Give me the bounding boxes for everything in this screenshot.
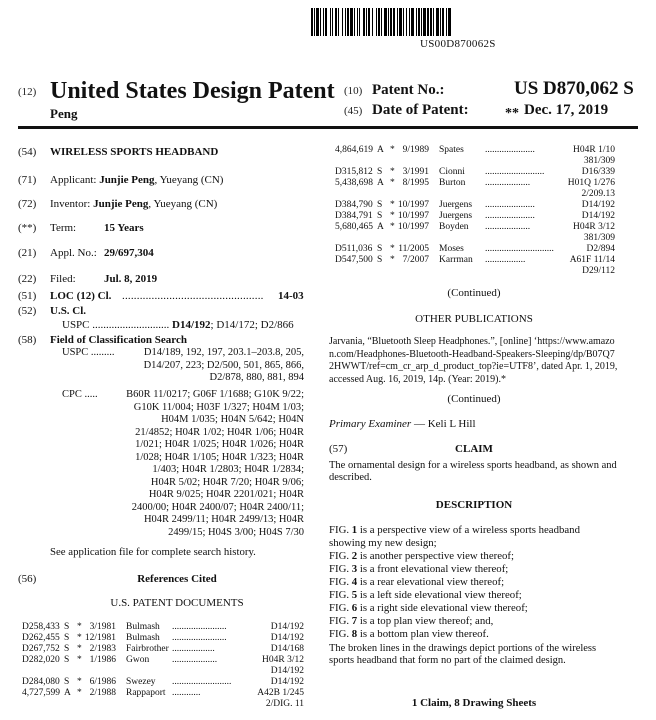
reference-star: * bbox=[390, 200, 395, 210]
reference-date: 10/1997 bbox=[397, 211, 429, 221]
reference-star: * bbox=[77, 633, 82, 643]
design-title: WIRELESS SPORTS HEADBAND bbox=[50, 146, 219, 158]
reference-date: 3/1991 bbox=[402, 167, 429, 177]
figure-description: FIG. 8 is a bottom plan view thereof. bbox=[329, 628, 489, 640]
reference-class: D14/192 bbox=[581, 200, 615, 210]
applicant-line bbox=[50, 174, 223, 186]
reference-dots: ................... bbox=[485, 222, 531, 232]
search-cpc-line: H04R 9/025; H04R 2201/021; H04R bbox=[148, 489, 304, 500]
reference-class: D16/339 bbox=[581, 167, 615, 177]
reference-star: * bbox=[390, 167, 395, 177]
us-patent-documents-heading: U.S. PATENT DOCUMENTS bbox=[110, 597, 244, 609]
code-10: (10) bbox=[344, 85, 363, 97]
header-rule bbox=[18, 126, 638, 129]
search-uspc-list bbox=[50, 347, 304, 385]
reference-kind: S bbox=[64, 677, 70, 687]
reference-star: * bbox=[77, 677, 82, 687]
reference-number: 5,438,698 bbox=[335, 178, 373, 188]
term-value: 15 Years bbox=[104, 222, 144, 234]
reference-continuation bbox=[22, 699, 304, 711]
search-cpc-line: 2499/15; H04S 3/00; H04S 7/30 bbox=[168, 526, 304, 538]
search-uspc-line: D2/878, 880, 881, 894 bbox=[209, 372, 304, 383]
code-57: (57) bbox=[329, 443, 348, 455]
reference-dots: ....................... bbox=[172, 622, 227, 632]
code-52: (52) bbox=[18, 305, 37, 317]
reference-number: D284,080 bbox=[22, 677, 60, 687]
primary-examiner-label: Primary Examiner bbox=[329, 418, 412, 430]
reference-class: D14/192 bbox=[270, 622, 304, 632]
figure-description: FIG. 6 is a right side elevational view thereof; bbox=[329, 602, 528, 614]
reference-dots: ....................... bbox=[172, 633, 227, 643]
reference-name: Spates bbox=[439, 145, 464, 155]
reference-name: Juergens bbox=[439, 200, 473, 210]
reference-number: D511,036 bbox=[335, 244, 373, 254]
reference-dots: .................. bbox=[172, 644, 215, 654]
code-58: (58) bbox=[18, 334, 37, 346]
reference-kind: S bbox=[64, 633, 70, 643]
figure-description: FIG. 7 is a top plan view thereof; and, bbox=[329, 615, 494, 627]
reference-star: * bbox=[390, 211, 395, 221]
search-cpc-line: 1/028; H04R 1/105; H04R 1/323; H04R bbox=[135, 451, 304, 463]
search-uspc-line: D14/189, 192, 197, 203.1–203.8, 205, bbox=[143, 347, 304, 358]
reference-name: Fairbrother bbox=[126, 644, 169, 654]
reference-class: A61F 11/14 bbox=[569, 255, 615, 265]
reference-date: 9/1989 bbox=[402, 145, 429, 155]
code-51: (51) bbox=[18, 290, 37, 302]
reference-dots: ................... bbox=[485, 178, 531, 188]
primary-examiner-line bbox=[329, 418, 476, 430]
claim-heading: CLAIM bbox=[455, 443, 493, 455]
reference-date: 10/1997 bbox=[397, 222, 429, 232]
reference-star: * bbox=[77, 644, 82, 654]
reference-dots: ..................... bbox=[485, 211, 535, 221]
reference-continuation bbox=[335, 266, 615, 278]
reference-number: D384,790 bbox=[335, 200, 373, 210]
reference-number: D384,791 bbox=[335, 211, 373, 221]
reference-dots: ......................... bbox=[172, 677, 232, 687]
appl-no-label: Appl. No.: bbox=[50, 247, 97, 259]
code-21: (21) bbox=[18, 247, 37, 259]
inventor-name: Junjie Peng bbox=[93, 198, 149, 210]
reference-name: Boyden bbox=[439, 222, 469, 232]
applicant-label: Applicant: bbox=[50, 174, 97, 186]
references-left-list bbox=[22, 622, 304, 712]
uspc-label: USPC bbox=[62, 319, 90, 331]
code-22: (22) bbox=[18, 273, 37, 285]
figure-description: FIG. 1 is a perspective view of a wireless sports headband bbox=[329, 524, 580, 536]
reference-number: D547,500 bbox=[335, 255, 373, 265]
reference-date: 10/1997 bbox=[397, 200, 429, 210]
reference-class: D14/192 bbox=[581, 211, 615, 221]
reference-star: * bbox=[390, 255, 395, 265]
date-of-patent-label: Date of Patent: bbox=[372, 102, 469, 118]
reference-dots: ......................... bbox=[485, 167, 545, 177]
filed-value: Jul. 8, 2019 bbox=[104, 273, 158, 285]
search-cpc-line: 21/4852; H04R 1/02; H04R 1/06; H04R bbox=[135, 426, 304, 438]
figure-description: FIG. 3 is a front elevational view thereof; bbox=[329, 563, 509, 575]
search-cpc-line: H04R 2499/11; H04R 2499/13; H04R bbox=[143, 514, 304, 525]
inventor-location: , Yueyang (CN) bbox=[148, 198, 218, 210]
reference-number: D315,812 bbox=[335, 167, 373, 177]
reference-class: D14/168 bbox=[270, 644, 304, 654]
primary-examiner-name: Keli L Hill bbox=[427, 418, 476, 430]
reference-class: H04R 3/12 bbox=[262, 655, 304, 665]
reference-dots: ..................... bbox=[485, 145, 535, 155]
reference-kind: S bbox=[377, 244, 383, 254]
reference-class-continuation: 381/309 bbox=[583, 233, 615, 243]
reference-date: 11/2005 bbox=[398, 244, 429, 254]
reference-name: Karrman bbox=[439, 255, 473, 265]
reference-name: Cionni bbox=[439, 167, 465, 177]
reference-star: * bbox=[390, 244, 395, 254]
reference-date: 2/1983 bbox=[89, 644, 116, 654]
reference-name: Rappaport bbox=[126, 688, 166, 698]
reference-number: 5,680,465 bbox=[335, 222, 373, 232]
search-cpc-prefix: CPC ..... bbox=[62, 389, 98, 400]
patent-title: United States Design Patent bbox=[50, 78, 335, 104]
reference-date: 7/2007 bbox=[402, 255, 429, 265]
loc-class-label: LOC (12) Cl. bbox=[50, 290, 112, 302]
reference-number: 4,727,599 bbox=[22, 688, 60, 698]
reference-number: 4,864,619 bbox=[335, 145, 373, 155]
date-of-patent-value: Dec. 17, 2019 bbox=[524, 102, 609, 118]
figure-description: FIG. 2 is another perspective view thereof; bbox=[329, 550, 514, 562]
search-uspc-prefix: USPC ......... bbox=[62, 347, 115, 358]
code-45: (45) bbox=[344, 105, 363, 117]
references-right-list bbox=[335, 145, 615, 275]
search-field-label: Field of Classification Search bbox=[50, 334, 187, 346]
reference-class: H04R 3/12 bbox=[573, 222, 615, 232]
inventor-label: Inventor: bbox=[50, 198, 91, 210]
reference-date: 2/1988 bbox=[89, 688, 116, 698]
uspc-other-classes: ; D14/172; D2/866 bbox=[210, 319, 294, 331]
reference-kind: S bbox=[64, 655, 70, 665]
us-class-label: U.S. Cl. bbox=[50, 305, 87, 317]
reference-class-continuation: 2/209.13 bbox=[581, 189, 615, 199]
reference-date: 8/1995 bbox=[402, 178, 429, 188]
reference-date: 3/1981 bbox=[89, 622, 116, 632]
claim-text: The ornamental design for a wireless sports headband, as shown and described. bbox=[329, 460, 617, 484]
figure-description: showing my new design; bbox=[329, 537, 437, 549]
reference-star: * bbox=[77, 655, 82, 665]
applicant-name: Junjie Peng bbox=[99, 174, 155, 186]
reference-number: D262,455 bbox=[22, 633, 60, 643]
reference-star: * bbox=[390, 145, 395, 155]
other-publications-text: Jarvania, “Bluetooth Sleep Headphones.”, [online] ‘https://www.amazon.com/Headphones-Bluetooth-Headband-Speakers-Sleeping/dp/B07Q72HWWT/ref=cm_cr_arp_d_product_top?ie=UTF8’, dated Apr. 1, 2019, accessed Aug. 16, 2019, 14p. (Year: 2019).* bbox=[329, 336, 618, 385]
reference-name: Burton bbox=[439, 178, 466, 188]
reference-class: H04R 1/10 bbox=[573, 145, 615, 155]
reference-name: Swezey bbox=[126, 677, 156, 687]
other-publications-heading: OTHER PUBLICATIONS bbox=[415, 313, 533, 325]
reference-class-continuation: D29/112 bbox=[582, 266, 615, 276]
reference-kind: A bbox=[377, 145, 384, 155]
loc-class-value: 14-03 bbox=[278, 290, 304, 302]
reference-class: D2/894 bbox=[586, 244, 615, 254]
reference-kind: S bbox=[377, 211, 383, 221]
search-cpc-line: G10K 11/004; H03F 1/327; H04M 1/03; bbox=[133, 401, 304, 413]
barcode bbox=[311, 8, 533, 36]
barcode-number: US00D870062S bbox=[420, 38, 496, 50]
search-cpc-line: 2400/00; H04R 2400/07; H04R 2400/11; bbox=[131, 501, 304, 513]
search-cpc-line: 1/021; H04R 1/025; H04R 1/026; H04R bbox=[135, 439, 304, 450]
uspc-line bbox=[62, 319, 294, 331]
reference-dots: ................. bbox=[485, 255, 526, 265]
date-stars: ** bbox=[505, 106, 519, 121]
code-71: (71) bbox=[18, 174, 37, 186]
reference-class-continuation: D14/192 bbox=[270, 666, 304, 676]
search-cpc-line: 1/403; H04R 1/2803; H04R 1/2834; bbox=[152, 464, 304, 475]
patent-number-label: Patent No.: bbox=[372, 82, 445, 98]
figure-description: FIG. 5 is a left side elevational view thereof; bbox=[329, 589, 522, 601]
search-cpc-line: H04R 5/02; H04R 7/20; H04R 9/06; bbox=[150, 476, 304, 488]
figure-description: FIG. 4 is a rear elevational view thereof; bbox=[329, 576, 505, 588]
reference-kind: A bbox=[377, 222, 384, 232]
reference-dots: ............ bbox=[172, 688, 201, 698]
uspc-main-class: D14/192 bbox=[172, 319, 211, 331]
reference-kind: S bbox=[377, 200, 383, 210]
reference-name: Gwon bbox=[126, 655, 150, 665]
reference-star: * bbox=[77, 622, 82, 632]
reference-class: H01Q 1/276 bbox=[567, 178, 615, 188]
reference-number: D258,433 bbox=[22, 622, 60, 632]
code-72: (72) bbox=[18, 198, 37, 210]
reference-number: D282,020 bbox=[22, 655, 60, 665]
reference-class-continuation: 381/309 bbox=[583, 156, 615, 166]
reference-name: Moses bbox=[439, 244, 464, 254]
reference-date: 6/1986 bbox=[89, 677, 116, 687]
reference-name: Juergens bbox=[439, 211, 473, 221]
reference-kind: A bbox=[377, 178, 384, 188]
description-heading: DESCRIPTION bbox=[435, 499, 513, 511]
reference-number: D267,752 bbox=[22, 644, 60, 654]
reference-name: Bulmash bbox=[126, 633, 160, 643]
reference-dots: ................... bbox=[172, 655, 218, 665]
broken-lines-text: The broken lines in the drawings depict portions of the wireless sports headband that form no part of the claimed design. bbox=[329, 643, 597, 667]
search-uspc-line: D14/207, 223; D2/500, 501, 865, 866, bbox=[143, 359, 304, 371]
reference-kind: S bbox=[64, 644, 70, 654]
reference-class-continuation: 2/DIG. 11 bbox=[265, 699, 304, 709]
loc-class-dots: ................................................ bbox=[122, 290, 264, 302]
inventor-line bbox=[50, 198, 217, 210]
examiner-separator: — bbox=[411, 418, 428, 430]
code-term: (**) bbox=[18, 222, 37, 234]
reference-kind: S bbox=[377, 167, 383, 177]
code-54: (54) bbox=[18, 146, 37, 158]
reference-date: 1/1986 bbox=[89, 655, 116, 665]
code-12: (12) bbox=[18, 86, 37, 98]
term-label: Term: bbox=[50, 222, 77, 234]
reference-class: D14/192 bbox=[270, 677, 304, 687]
search-cpc-line: B60R 11/0217; G06F 1/1688; G10K 9/22; bbox=[126, 389, 304, 400]
search-cpc-list bbox=[50, 389, 304, 539]
claims-sheets-summary: 1 Claim, 8 Drawing Sheets bbox=[411, 697, 537, 709]
reference-class: A42B 1/245 bbox=[257, 688, 304, 698]
references-heading: References Cited bbox=[137, 573, 217, 585]
publications-continued: (Continued) bbox=[447, 393, 501, 405]
reference-star: * bbox=[390, 178, 395, 188]
appl-no-value: 29/697,304 bbox=[104, 247, 154, 259]
reference-star: * bbox=[390, 222, 395, 232]
uspc-dots: ............................ bbox=[92, 319, 170, 331]
reference-kind: S bbox=[377, 255, 383, 265]
applicant-location: , Yueyang (CN) bbox=[154, 174, 224, 186]
reference-star: * bbox=[77, 688, 82, 698]
reference-date: 12/1981 bbox=[84, 633, 116, 643]
inventor-surname: Peng bbox=[50, 106, 78, 121]
search-history-note: See application file for complete search history. bbox=[50, 546, 256, 558]
reference-kind: A bbox=[64, 688, 71, 698]
reference-dots: ..................... bbox=[485, 200, 535, 210]
patent-number-value: US D870,062 S bbox=[514, 78, 634, 99]
search-cpc-line: H04M 1/035; H04N 5/642; H04N bbox=[161, 414, 304, 425]
references-continued: (Continued) bbox=[447, 287, 501, 299]
reference-name: Bulmash bbox=[126, 622, 160, 632]
reference-class: D14/192 bbox=[270, 633, 304, 643]
filed-label: Filed: bbox=[50, 273, 76, 285]
reference-kind: S bbox=[64, 622, 70, 632]
code-56: (56) bbox=[18, 573, 37, 585]
reference-dots: ............................. bbox=[485, 244, 554, 254]
